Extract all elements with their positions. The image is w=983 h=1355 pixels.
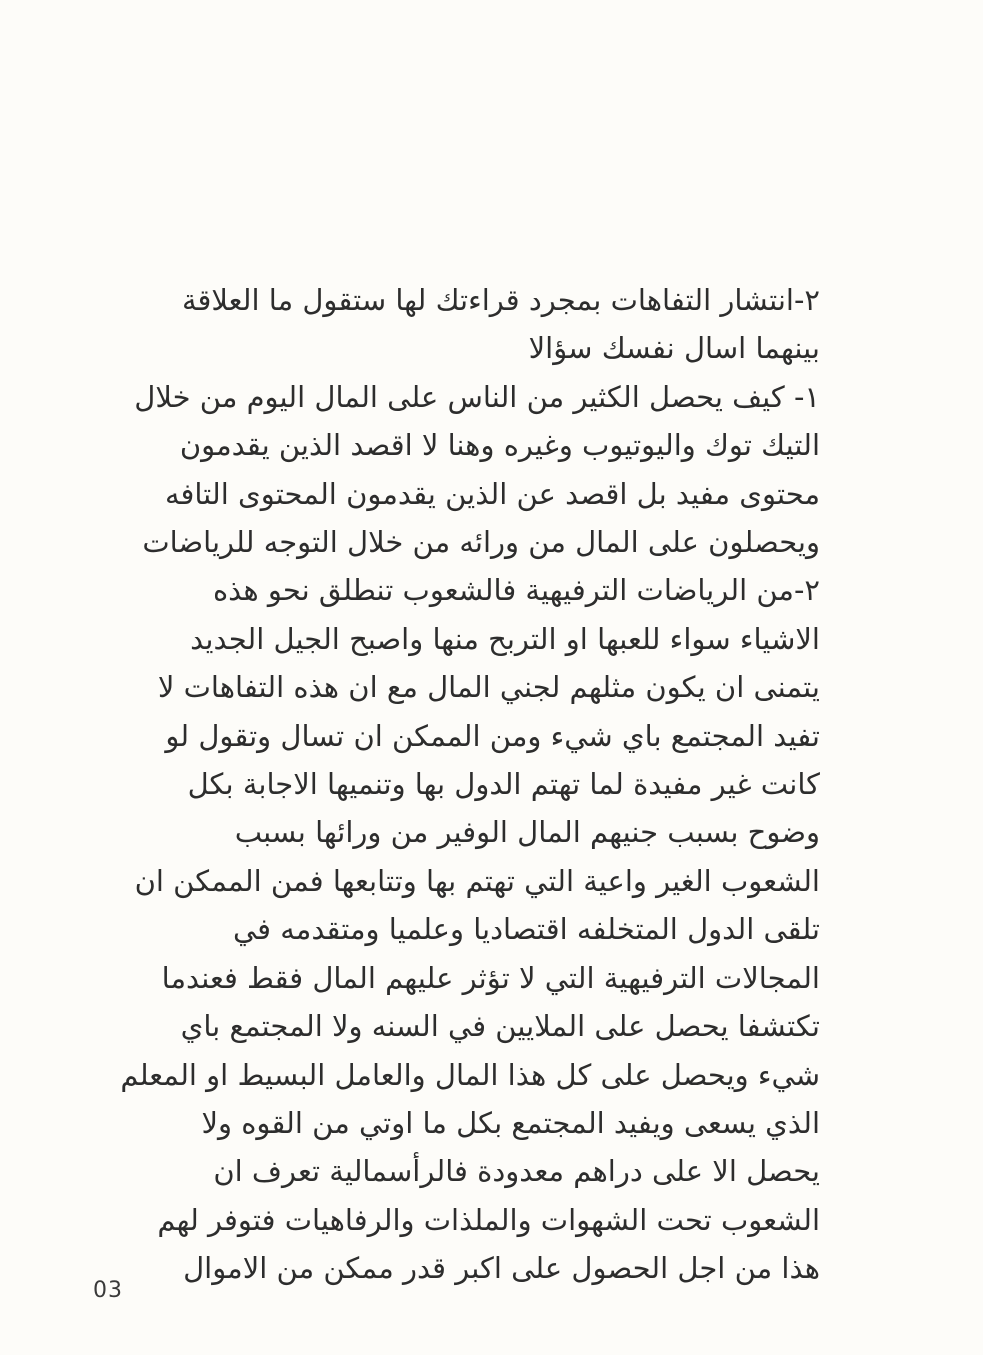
text-line: الشعوب الغير واعية التي تهتم بها وتتابعها فمن الممكن ان [134, 863, 820, 898]
text-line: يتمنى ان يكون مثلهم لجني المال مع ان هذه التفاهات لا [157, 670, 820, 705]
text-line: وضوح بسبب جنيهم المال الوفير من ورائها بسبب [234, 815, 820, 850]
text-line: محتوى مفيد بل اقصد عن الذين يقدمون المحتوى التافه [164, 476, 820, 511]
text-line: تلقى الدول المتخلفه اقتصاديا وعلميا ومتقدمه في [233, 912, 820, 947]
text-line: ويحصلون على المال من ورائه من خلال التوجه للرياضات [142, 525, 820, 560]
body-text [110, 276, 820, 1293]
page-number: 03 [93, 1278, 123, 1303]
text-line: ٢-انتشار التفاهات بمجرد قراءتك لها ستقول ما العلاقة [181, 283, 820, 317]
text-line: التيك توك واليوتيوب وغيره وهنا لا اقصد الذين يقدمون [179, 428, 820, 463]
text-line: هذا من اجل الحصول على اكبر قدر ممكن من الاموال [183, 1251, 820, 1286]
text-line: تفيد المجتمع باي شيء ومن الممكن ان تسال وتقول لو [165, 718, 820, 753]
text-line: شيء ويحصل على كل هذا المال والعامل البسيط او المعلم [120, 1057, 820, 1092]
text-line: الشعوب تحت الشهوات والملذات والرفاهيات فتوفر لهم [157, 1202, 820, 1237]
text-line: تكتشفا يحصل على الملايين في السنه ولا المجتمع باي [180, 1009, 820, 1044]
text-line: يحصل الا على دراهم معدودة فالرأسمالية تعرف ان [213, 1154, 820, 1189]
text-line: الاشياء سواء للعبها او التربح منها واصبح الجيل الجديد [190, 621, 820, 656]
text-line: ٢-من الرياضات الترفيهية فالشعوب تنطلق نحو هذه [212, 573, 820, 608]
text-line: الذي يسعى ويفيد المجتمع بكل ما اوتي من القوه ولا [201, 1105, 820, 1140]
text-line: بينهما اسال نفسك سؤالا [528, 331, 820, 366]
text-line: المجالات الترفيهية التي لا تؤثر عليهم المال فقط فعندما [161, 960, 820, 995]
text-line: كانت غير مفيدة لما تهتم الدول بها وتنميها الاجابة بكل [187, 767, 820, 802]
text-line: ١- كيف يحصل الكثير من الناس على المال اليوم من خلال [134, 379, 820, 414]
